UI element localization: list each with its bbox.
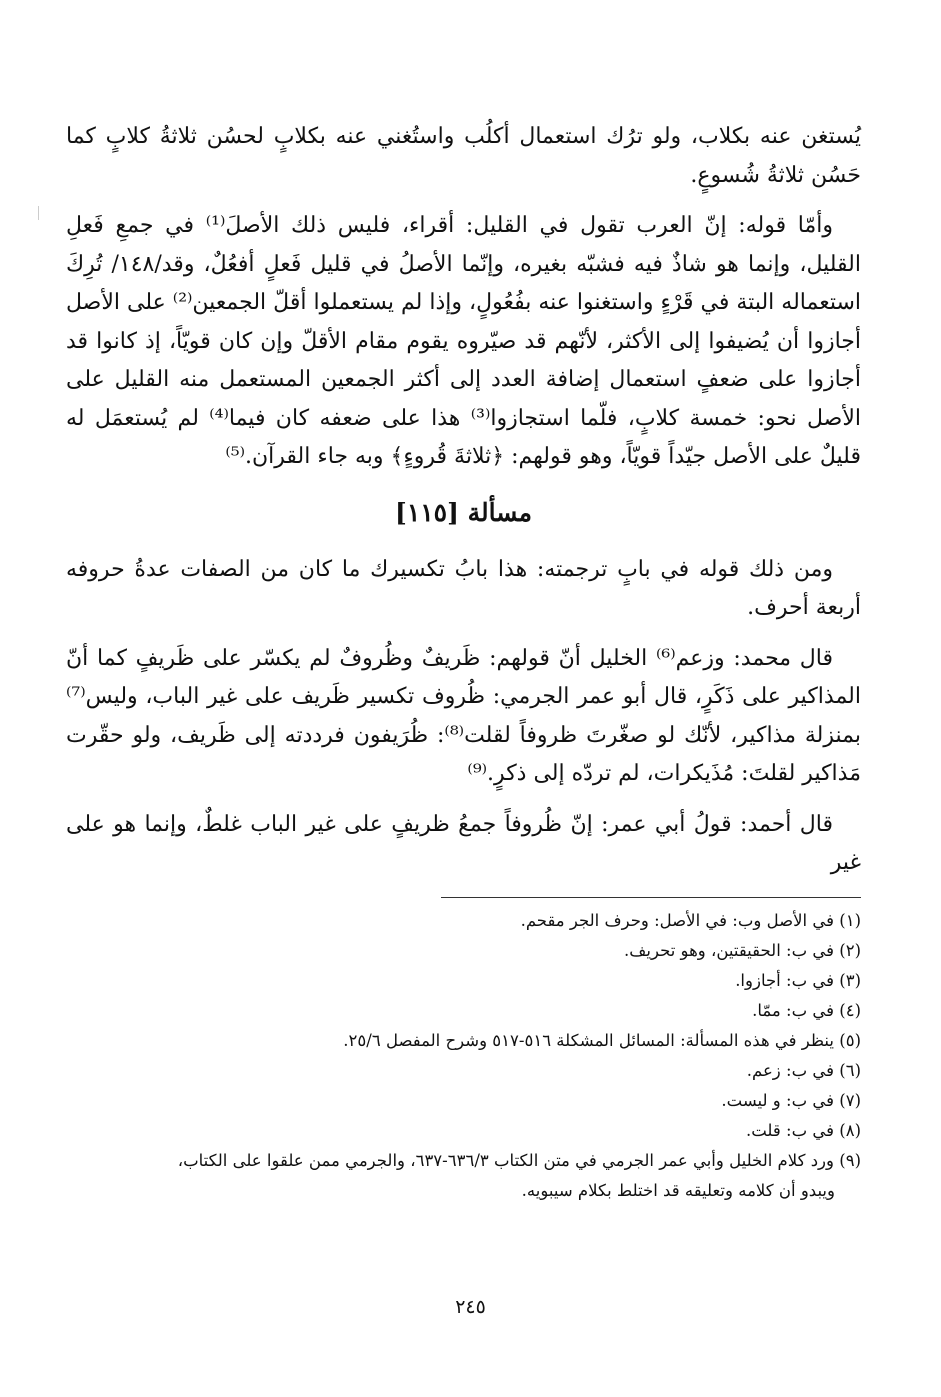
footnote-number: (٩) — [839, 1150, 861, 1170]
paragraph-4: قال محمد: وزعم⁽⁶⁾ الخليل أنّ قولهم: ظَريفٌ وظُروفٌ لم يكسّر على ظَريفٍ كما أنّ المذاكير على ذَكَرٍ، قال أبو عمر الجرمي: ظُروف تكسير ظَريف على غير الباب، وليس⁽⁷⁾ بمنزلة مذاكير، لأنّك لو صغّرتَ ظروفاً لقلت⁽⁸⁾: ظُرَيفون فرددته إلى ظَريف، ولو حقّرت مَذاكير لقلتَ: مُذَيكرات، لم تردّه إلى ذكرٍ.⁽⁹⁾ — [66, 645, 861, 786]
footnotes — [66, 906, 861, 1206]
footnote-continuation: ويبدو أن كلامه وتعليقه قد اختلط بكلام سيبويه. — [521, 1180, 835, 1200]
paragraph-3: ومن ذلك قوله في بابٍ ترجمته: هذا بابُ تكسيرك ما كان من الصفات عدةُ حروفه أربعة أحرف. — [66, 556, 861, 620]
paragraph-2: وأمّا قوله: إنّ العرب تقول في القليل: أقراء، فليس ذلك الأصلَ⁽¹⁾ في جمعِ فَعلِ القليل، وإنما هو شاذٌ فيه فشبّه بغيره، وإنّما الأصلُ في قليل فَعلٍ أفعُلٌ، وقد/١٤٨/ تُرِكَ استعماله البتة في قَرْءٍ واستغنوا عنه بفُعُولٍ، وإذا لم يستعملوا أقلّ الجمعين⁽²⁾ على الأصل أجازوا أن يُضيفوا إلى الأكثر، لأنّهم قد صيّروه يقوم مقام الأقلّ وإن كان قويّاً، إذ كانوا قد أجازوا على ضعفٍ استعمال إضافة العدد إلى أكثر الجمعين المستعمل منه القليل على الأصل نحو: خمسة كلابٍ، فلّما استجازوا⁽³⁾ هذا على ضعفه كان فيما⁽⁴⁾ لم يُستعمَل له قليلٌ على الأصل جيّداً قويّاً، وهو قولهم: ﴿ثلاثةَ قُروءٍ﴾ وبه جاء القرآن.⁽⁵⁾ — [66, 213, 862, 469]
footnote-item — [66, 936, 861, 966]
page-body — [66, 118, 861, 1206]
footnote-text: في ب: و ليست. — [721, 1090, 834, 1110]
footnote-number: (٧) — [839, 1090, 861, 1110]
footnote-number: (٥) — [839, 1030, 861, 1050]
footnote-number: (٦) — [839, 1060, 861, 1080]
footnote-text: ينظر في هذه المسألة: المسائل المشكلة ٥١٦-٥١٧ وشرح المفصل ٢٥/٦. — [343, 1030, 834, 1050]
footnote-item — [66, 1056, 861, 1086]
paragraph-1: يُستغن عنه بكلاب، ولو ترُك استعمال أكلُب واستُغني عنه بكلابٍ لحسُن ثلاثةُ كلابٍ كما حَسُن ثلاثةُ شُسوعٍ. — [66, 124, 861, 188]
footnote-text: في الأصل وب: في الأصل: وحرف الجر مقحم. — [520, 910, 834, 930]
page-number: ٢٤٥ — [455, 1296, 486, 1318]
footnote-text: في ب: قلت. — [745, 1120, 834, 1140]
section-heading: مسألة [١١٥] — [394, 497, 532, 527]
margin-mark — [38, 206, 39, 220]
footnote-text: في ب: زعم. — [746, 1060, 834, 1080]
footnote-number: (٨) — [839, 1120, 861, 1140]
paragraph-5: قال أحمد: قولُ أبي عمر: إنّ ظُروفاً جمعُ ظريفٍ على غير الباب غلطٌ، وإنما هو على غير — [66, 811, 861, 875]
footnote-item — [66, 966, 861, 996]
footnote-item — [66, 996, 861, 1026]
footnote-item — [66, 1026, 861, 1056]
footnote-number: (٣) — [839, 970, 861, 990]
footnote-text: في ب: ممّا. — [752, 1000, 834, 1020]
footnote-number: (٤) — [839, 1000, 861, 1020]
footnote-item — [66, 1116, 861, 1146]
footnote-item — [66, 1086, 861, 1116]
footnote-text: في ب: أجازوا. — [735, 970, 834, 990]
footnote-item — [66, 1146, 861, 1206]
footnote-number: (٢) — [839, 940, 861, 960]
footnote-divider — [441, 897, 861, 898]
footnote-item — [66, 906, 861, 936]
footnote-text: في ب: الحقيقتين، وهو تحريف. — [624, 940, 834, 960]
footnote-number: (١) — [839, 910, 861, 930]
footnote-text: ورد كلام الخليل وأبي عمر الجرمي في متن الكتاب ٦٣٦/٣-٦٣٧، والجرمي ممن علقوا على الكتاب، — [177, 1150, 834, 1170]
